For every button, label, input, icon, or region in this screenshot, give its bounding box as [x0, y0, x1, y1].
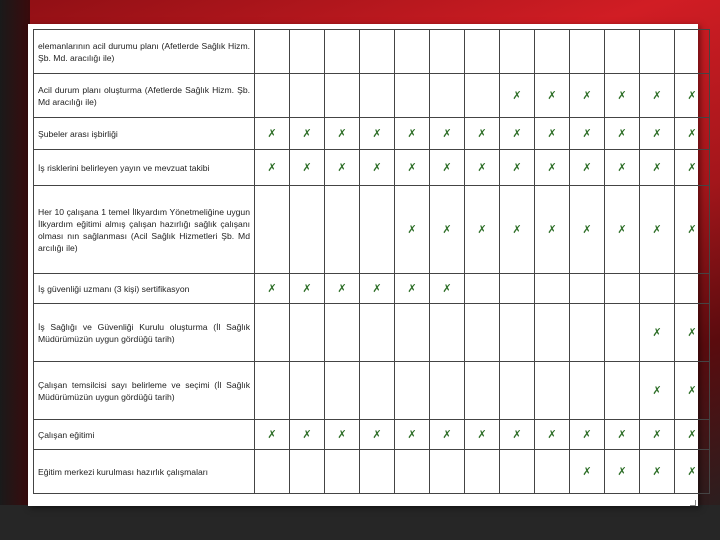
check-mark-icon: ✗ [500, 118, 535, 150]
check-mark-icon: ✗ [290, 420, 325, 450]
background-dark-bottom [0, 505, 720, 540]
empty-month-cell [290, 186, 325, 274]
empty-month-cell [430, 450, 465, 494]
empty-month-cell [395, 30, 430, 74]
check-mark-icon: ✗ [325, 150, 360, 186]
check-mark-icon: ✗ [570, 150, 605, 186]
check-mark-icon: ✗ [675, 150, 710, 186]
task-cell: İş Sağlığı ve Güvenliği Kurulu oluşturma (İl Sağlık Müdürümüzün uygun gördüğü tarih) [34, 304, 255, 362]
empty-month-cell [535, 304, 570, 362]
empty-month-cell [675, 30, 710, 74]
task-cell: Eğitim merkezi kurulması hazırlık çalışmaları [34, 450, 255, 494]
check-mark-icon: ✗ [465, 186, 500, 274]
check-mark-icon: ✗ [465, 420, 500, 450]
check-mark-icon: ✗ [500, 186, 535, 274]
check-mark-icon: ✗ [325, 420, 360, 450]
table-row [34, 118, 710, 150]
check-mark-icon: ✗ [290, 150, 325, 186]
check-mark-icon: ✗ [675, 304, 710, 362]
empty-month-cell [430, 362, 465, 420]
empty-month-cell [500, 304, 535, 362]
check-mark-icon: ✗ [360, 150, 395, 186]
task-cell: Çalışan eğitimi [34, 420, 255, 450]
check-mark-icon: ✗ [255, 150, 290, 186]
check-mark-icon: ✗ [395, 186, 430, 274]
check-mark-icon: ✗ [360, 118, 395, 150]
check-mark-icon: ✗ [430, 186, 465, 274]
task-cell: Her 10 çalışana 1 temel İlkyardım Yönetmeliğine uygun İlkyardım eğitimi almış çalışan hazırlığı sağlık çalışanı olması nın sağlanması (Acil Sağlık Hizmetleri Şb. Md arcılığı ile) [34, 186, 255, 274]
empty-month-cell [255, 186, 290, 274]
empty-month-cell [465, 362, 500, 420]
empty-month-cell [360, 362, 395, 420]
check-mark-icon: ✗ [570, 420, 605, 450]
empty-month-cell [325, 304, 360, 362]
check-mark-icon: ✗ [255, 420, 290, 450]
empty-month-cell [465, 74, 500, 118]
empty-month-cell [535, 450, 570, 494]
check-mark-icon: ✗ [535, 420, 570, 450]
check-mark-icon: ✗ [675, 362, 710, 420]
empty-month-cell [465, 304, 500, 362]
check-mark-icon: ✗ [640, 450, 675, 494]
empty-month-cell [325, 450, 360, 494]
task-cell: İş güvenliği uzmanı (3 kişi) sertifikasyon [34, 274, 255, 304]
table-row [34, 304, 710, 362]
check-mark-icon: ✗ [640, 420, 675, 450]
check-mark-icon: ✗ [605, 118, 640, 150]
empty-month-cell [325, 362, 360, 420]
check-mark-icon: ✗ [535, 118, 570, 150]
empty-month-cell [290, 450, 325, 494]
check-mark-icon: ✗ [430, 150, 465, 186]
check-mark-icon: ✗ [535, 150, 570, 186]
empty-month-cell [500, 274, 535, 304]
empty-month-cell [605, 274, 640, 304]
check-mark-icon: ✗ [640, 186, 675, 274]
empty-month-cell [605, 30, 640, 74]
empty-month-cell [290, 30, 325, 74]
table-row [34, 186, 710, 274]
check-mark-icon: ✗ [605, 420, 640, 450]
check-mark-icon: ✗ [430, 118, 465, 150]
empty-month-cell [675, 274, 710, 304]
check-mark-icon: ✗ [570, 74, 605, 118]
check-mark-icon: ✗ [640, 74, 675, 118]
empty-month-cell [255, 74, 290, 118]
action-plan-table [33, 29, 710, 494]
check-mark-icon: ✗ [675, 420, 710, 450]
empty-month-cell [465, 274, 500, 304]
empty-month-cell [255, 30, 290, 74]
task-cell: Acil durum planı oluşturma (Afetlerde Sağlık Hizm. Şb. Md aracılığı ile) [34, 74, 255, 118]
empty-month-cell [255, 450, 290, 494]
check-mark-icon: ✗ [360, 274, 395, 304]
empty-month-cell [535, 30, 570, 74]
table-row [34, 30, 710, 74]
check-mark-icon: ✗ [255, 118, 290, 150]
background-dark-left [0, 0, 30, 540]
empty-month-cell [500, 362, 535, 420]
check-mark-icon: ✗ [605, 450, 640, 494]
check-mark-icon: ✗ [640, 150, 675, 186]
slide-content [28, 24, 698, 506]
table-row [34, 150, 710, 186]
check-mark-icon: ✗ [430, 420, 465, 450]
check-mark-icon: ✗ [535, 186, 570, 274]
empty-month-cell [290, 74, 325, 118]
check-mark-icon: ✗ [395, 420, 430, 450]
task-cell: Çalışan temsilcisi sayı belirleme ve seçimi (İl Sağlık Müdürümüzün uygun gördüğü tarih) [34, 362, 255, 420]
empty-month-cell [430, 30, 465, 74]
check-mark-icon: ✗ [535, 74, 570, 118]
empty-month-cell [395, 450, 430, 494]
check-mark-icon: ✗ [430, 274, 465, 304]
table-row [34, 362, 710, 420]
check-mark-icon: ✗ [605, 150, 640, 186]
check-mark-icon: ✗ [500, 420, 535, 450]
empty-month-cell [640, 30, 675, 74]
empty-month-cell [570, 274, 605, 304]
check-mark-icon: ✗ [675, 186, 710, 274]
empty-month-cell [325, 30, 360, 74]
check-mark-icon: ✗ [640, 118, 675, 150]
check-mark-icon: ✗ [675, 118, 710, 150]
check-mark-icon: ✗ [325, 274, 360, 304]
table-row [34, 74, 710, 118]
task-cell: İş risklerini belirleyen yayın ve mevzuat takibi [34, 150, 255, 186]
empty-month-cell [570, 362, 605, 420]
empty-month-cell [395, 304, 430, 362]
empty-month-cell [360, 304, 395, 362]
check-mark-icon: ✗ [675, 74, 710, 118]
task-cell: elemanlarının acil durumu planı (Afetlerde Sağlık Hizm. Şb. Md. aracılığı ile) [34, 30, 255, 74]
empty-month-cell [360, 450, 395, 494]
slide-corner-mark [690, 500, 696, 506]
check-mark-icon: ✗ [465, 150, 500, 186]
empty-month-cell [430, 74, 465, 118]
empty-month-cell [500, 450, 535, 494]
check-mark-icon: ✗ [640, 362, 675, 420]
check-mark-icon: ✗ [290, 274, 325, 304]
check-mark-icon: ✗ [605, 74, 640, 118]
empty-month-cell [465, 450, 500, 494]
empty-month-cell [255, 304, 290, 362]
check-mark-icon: ✗ [675, 450, 710, 494]
check-mark-icon: ✗ [255, 274, 290, 304]
check-mark-icon: ✗ [570, 118, 605, 150]
empty-month-cell [535, 362, 570, 420]
check-mark-icon: ✗ [395, 118, 430, 150]
table-row [34, 450, 710, 494]
check-mark-icon: ✗ [465, 118, 500, 150]
check-mark-icon: ✗ [290, 118, 325, 150]
check-mark-icon: ✗ [360, 420, 395, 450]
empty-month-cell [325, 74, 360, 118]
empty-month-cell [570, 304, 605, 362]
check-mark-icon: ✗ [325, 118, 360, 150]
check-mark-icon: ✗ [570, 186, 605, 274]
check-mark-icon: ✗ [605, 186, 640, 274]
empty-month-cell [570, 30, 605, 74]
check-mark-icon: ✗ [395, 274, 430, 304]
empty-month-cell [640, 274, 675, 304]
check-mark-icon: ✗ [500, 150, 535, 186]
empty-month-cell [430, 304, 465, 362]
check-mark-icon: ✗ [570, 450, 605, 494]
empty-month-cell [360, 74, 395, 118]
empty-month-cell [605, 304, 640, 362]
empty-month-cell [395, 362, 430, 420]
empty-month-cell [360, 186, 395, 274]
check-mark-icon: ✗ [500, 74, 535, 118]
empty-month-cell [290, 362, 325, 420]
check-mark-icon: ✗ [640, 304, 675, 362]
empty-month-cell [465, 30, 500, 74]
empty-month-cell [395, 74, 430, 118]
empty-month-cell [360, 30, 395, 74]
empty-month-cell [325, 186, 360, 274]
table-row [34, 420, 710, 450]
empty-month-cell [500, 30, 535, 74]
check-mark-icon: ✗ [395, 150, 430, 186]
table-row [34, 274, 710, 304]
empty-month-cell [605, 362, 640, 420]
empty-month-cell [290, 304, 325, 362]
empty-month-cell [255, 362, 290, 420]
task-cell: Şubeler arası işbirliği [34, 118, 255, 150]
empty-month-cell [535, 274, 570, 304]
